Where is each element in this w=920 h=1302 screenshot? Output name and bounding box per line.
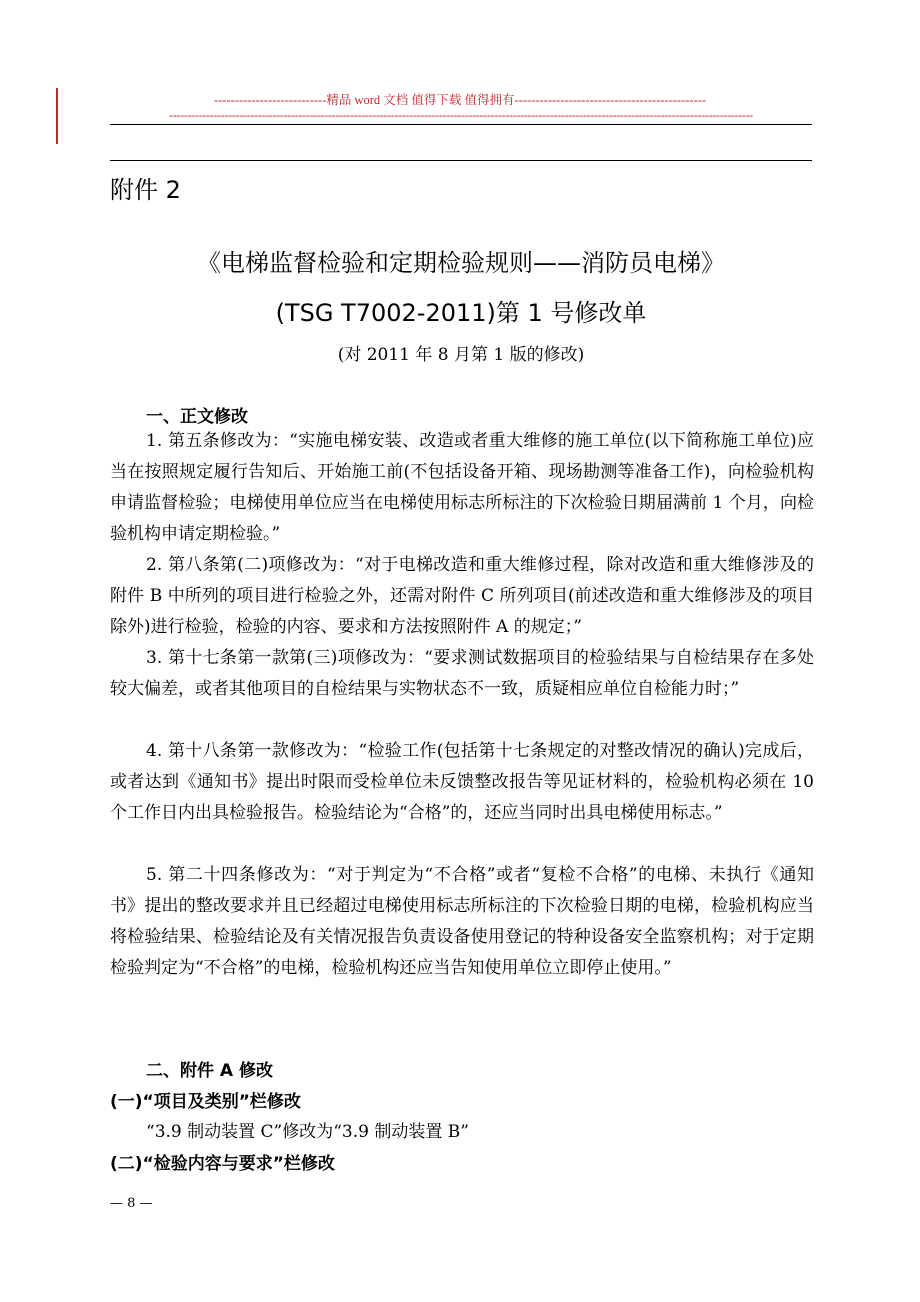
amendment-item-4: 4. 第十八条第一款修改为：“检验工作(包括第十七条规定的对整改情况的确认)完成后，或者达到《通知书》提出时限而受检单位未反馈整改报告等见证材料的，检验机构必须在 10 个工作日内出具检验报告。检验结论为“合格”的，还应当同时出具电梯使用标志。” <box>110 741 814 823</box>
section-heading-appendix: 二、附件 A 修改 <box>146 1061 273 1081</box>
amendment-item-1: 1. 第五条修改为：“实施电梯安装、改造或者重大维修的施工单位(以下简称施工单位)应当在按照规定履行告知后、开始施工前(不包括设备开箱、现场勘测等准备工作)，向检验机构申请监督检验；电梯使用单位应当在电梯使用标志所标注的下次检验日期届满前 1 个月，向检验机构申请定期检验。” <box>110 431 814 544</box>
header-banner-dashes: -------------------------------------------------------------------------------------------------------------------------------------------------------------- <box>169 108 753 122</box>
subsection-heading-items: (一)“项目及类别”栏修改 <box>110 1092 301 1112</box>
attachment-label: 附件 2 <box>110 176 181 204</box>
document-title: 《电梯监督检验和定期检验规则——消防员电梯》 <box>197 249 725 277</box>
header-rule-2 <box>110 160 812 161</box>
section-heading-text: 一、正文修改 <box>146 407 248 427</box>
page-number: — 8 — <box>110 1196 153 1211</box>
subsection-text-items: “3.9 制动装置 C”修改为“3.9 制动装置 B” <box>146 1122 469 1142</box>
margin-red-line <box>56 88 58 144</box>
subsection-heading-content: (二)“检验内容与要求”栏修改 <box>110 1154 335 1174</box>
document-subtitle: (对 2011 年 8 月第 1 版的修改) <box>337 345 585 365</box>
amendment-item-5: 5. 第二十四条修改为：“对于判定为“不合格”或者“复检不合格”的电梯、未执行《通知书》提出的整改要求并且已经超过电梯使用标志所标注的下次检验日期的电梯，检验机构应当将检验结果、检验结论及有关情况报告负责设备使用登记的特种设备安全监察机构；对于定期检验判定为“不合格”的电梯，检验机构还应当告知使用单位立即停止使用。” <box>110 865 814 978</box>
header-banner: ---------------------------精品 word 文档 值得下载 值得拥有---------------------------------------------- <box>213 93 707 107</box>
amendment-item-2: 2. 第八条第(二)项修改为：“对于电梯改造和重大维修过程，除对改造和重大维修涉及的附件 B 中所列的项目进行检验之外，还需对附件 C 所列项目(前述改造和重大维修涉及的项目除外)进行检验，检验的内容、要求和方法按照附件 A 的规定；” <box>110 555 814 637</box>
amendment-item-3: 3. 第十七条第一款第(三)项修改为：“要求测试数据项目的检验结果与自检结果存在多处较大偏差，或者其他项目的自检结果与实物状态不一致，质疑相应单位自检能力时；” <box>110 648 814 699</box>
document-title-code: (TSG T7002-2011)第 1 号修改单 <box>275 299 647 327</box>
header-rule <box>110 124 812 125</box>
